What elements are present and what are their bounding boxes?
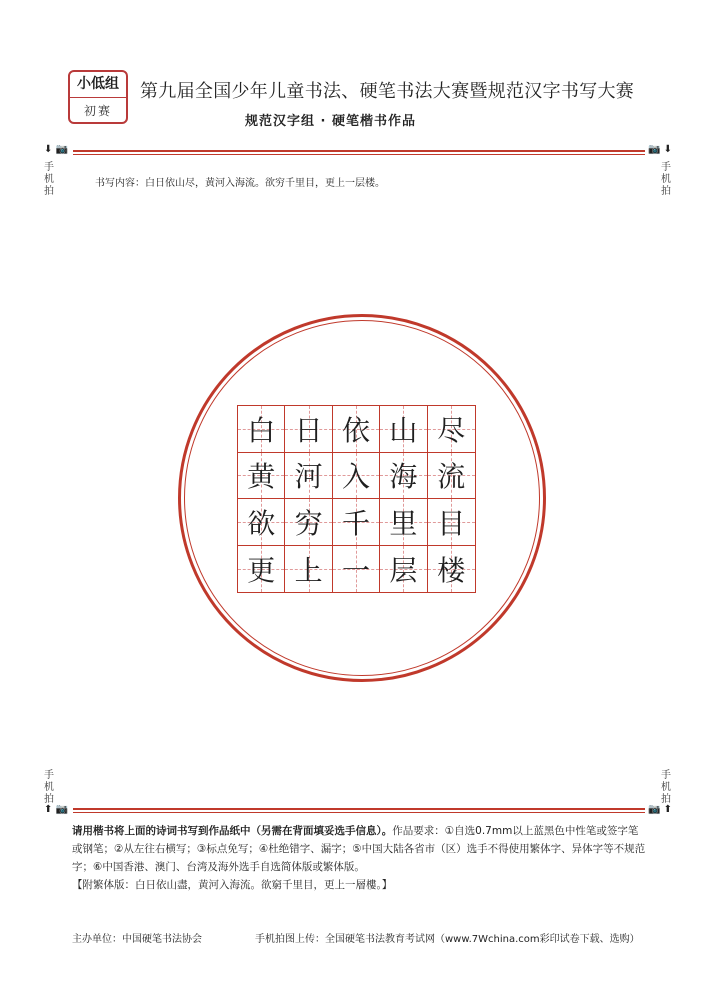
photo-label-bottom-left: 手机拍 xyxy=(44,770,54,805)
grid-cell xyxy=(333,499,380,546)
photo-label-bottom-right: 手机拍 xyxy=(661,770,671,805)
instructions-requirements: 作品要求：①自选0.7mm以上蓝黑色中性笔或签字笔或钢笔；②从左往右横写；③标点免写；④杜绝错字、漏字；⑤中国大陆各省市（区）选手不得使用繁体字、异体字等不规范字；⑥中国香港、澳门、台湾及海外选手自选简体版或繁体版。 xyxy=(72,825,646,873)
grid-cell xyxy=(285,499,332,546)
grid-char: 欲 xyxy=(247,506,276,540)
grid-cell xyxy=(428,546,475,593)
download-camera-icon: ⬇ 📷 xyxy=(44,144,69,155)
traditional-version: 【附繁体版：白日依山盡，黄河入海流。欲窮千里目，更上一層樓。】 xyxy=(72,879,393,891)
grid-cell xyxy=(238,499,285,546)
photo-label-top-left: 手机拍 xyxy=(44,162,54,197)
grid-cell xyxy=(380,546,427,593)
grid-char: 千 xyxy=(341,506,370,540)
instructions-lead: 请用楷书将上面的诗词书写到作品纸中（另需在背面填妥选手信息）。 xyxy=(72,825,393,837)
writing-content: 书写内容：白日依山尽，黄河入海流。欲穷千里目，更上一层楼。 xyxy=(95,178,385,189)
grid-char: 目 xyxy=(437,506,466,540)
group-label: 小低组 xyxy=(70,72,126,98)
grid-char: 楼 xyxy=(437,553,466,587)
upload-text: 手机拍图上传：全国硬笔书法教育考试网（www.7Wchina.com彩印试卷下载、选购） xyxy=(255,934,640,945)
grid-char: 入 xyxy=(341,460,370,494)
top-red-rule xyxy=(73,150,645,155)
grid-cell xyxy=(285,546,332,593)
group-badge xyxy=(68,70,128,124)
grid-char: 日 xyxy=(294,413,323,447)
grid-char: 海 xyxy=(389,460,418,494)
grid-char: 山 xyxy=(389,413,418,447)
instructions-block xyxy=(72,822,647,894)
stage-label: 初赛 xyxy=(83,104,112,118)
grid-char: 层 xyxy=(389,553,418,587)
grid-cell xyxy=(380,406,427,453)
grid-cell xyxy=(380,453,427,500)
grid-char: 黄 xyxy=(247,460,276,494)
bottom-red-rule xyxy=(73,808,645,813)
grid-char: 更 xyxy=(247,553,276,587)
camera-download-icon: 📷 ⬇ xyxy=(648,144,673,155)
grid-cell xyxy=(285,453,332,500)
grid-char: 上 xyxy=(294,553,323,587)
writing-grid xyxy=(237,405,476,593)
page-subtitle: 规范汉字组 · 硬笔楷书作品 xyxy=(245,114,416,129)
grid-cell xyxy=(238,546,285,593)
grid-char: 穷 xyxy=(294,506,323,540)
organizer-text: 主办单位：中国硬笔书法协会 xyxy=(72,934,202,945)
grid-char: 里 xyxy=(389,506,418,540)
grid-cell xyxy=(333,406,380,453)
grid-cell xyxy=(428,453,475,500)
grid-cell xyxy=(285,406,332,453)
grid-char: 白 xyxy=(247,413,276,447)
upload-camera-icon: ⬆ 📷 xyxy=(44,804,69,815)
grid-char: 流 xyxy=(437,460,466,494)
grid-char: 尽 xyxy=(437,413,466,447)
grid-cell xyxy=(380,499,427,546)
grid-char: 河 xyxy=(294,460,323,494)
grid-cell xyxy=(333,453,380,500)
page-title: 第九届全国少年儿童书法、硬笔书法大赛暨规范汉字书写大赛 xyxy=(140,81,635,102)
grid-cell xyxy=(238,453,285,500)
grid-cell xyxy=(428,499,475,546)
grid-cell xyxy=(333,546,380,593)
grid-cell xyxy=(238,406,285,453)
camera-upload-icon: 📷 ⬆ xyxy=(648,804,673,815)
grid-char: 依 xyxy=(341,413,370,447)
photo-label-top-right: 手机拍 xyxy=(661,162,671,197)
grid-cell xyxy=(428,406,475,453)
grid-char: 一 xyxy=(341,553,370,587)
